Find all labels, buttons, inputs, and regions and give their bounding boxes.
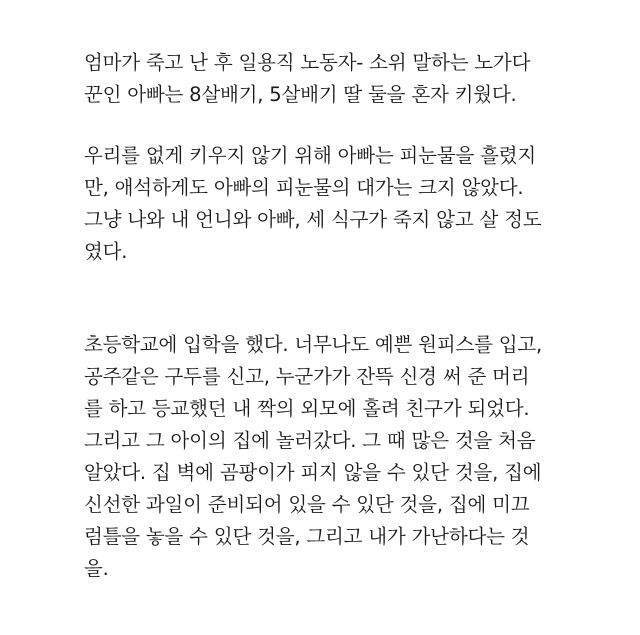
document-body: [84, 47, 604, 585]
text-line: 그리고 그 아이의 집에 놀러갔다. 그 때 많은 것을 처음: [84, 429, 536, 452]
text-line: 공주같은 구두를 신고, 누군가가 잔뜩 신경 써 준 머리: [84, 365, 530, 388]
text-line: 그냥 나와 내 언니와 아빠, 세 식구가 죽지 않고 살 정도: [84, 208, 542, 231]
text-line: 였다.: [84, 240, 128, 263]
text-line: 초등학교에 입학을 했다. 너무나도 예쁜 원피스를 입고,: [84, 333, 543, 356]
text-line: 를 하고 등교했던 내 짝의 외모에 홀려 친구가 되었다.: [84, 397, 530, 420]
text-line: 우리를 없게 키우지 않기 위해 아빠는 피눈물을 흘렸지: [84, 144, 537, 167]
text-line: 꾼인 아빠는 8살배기, 5살배기 딸 둘을 혼자 키웠다.: [84, 83, 517, 106]
paragraph-3: [84, 329, 604, 585]
text-line: 엄마가 죽고 난 후 일용직 노동자- 소위 말하는 노가다: [84, 51, 531, 74]
text-line: 만, 애석하게도 아빠의 피눈물의 대가는 크지 않았다.: [84, 176, 524, 199]
text-line: 을.: [84, 557, 109, 580]
text-line: 럼틀을 놓을 수 있단 것을, 그리고 내가 가난하다는 것: [84, 525, 530, 548]
text-line: 알았다. 집 벽에 곰팡이가 피지 않을 수 있단 것을, 집에: [84, 461, 542, 484]
paragraph-2: [84, 140, 604, 268]
paragraph-1: [84, 47, 604, 111]
text-line: 신선한 과일이 준비되어 있을 수 있단 것을, 집에 미끄: [84, 493, 530, 516]
